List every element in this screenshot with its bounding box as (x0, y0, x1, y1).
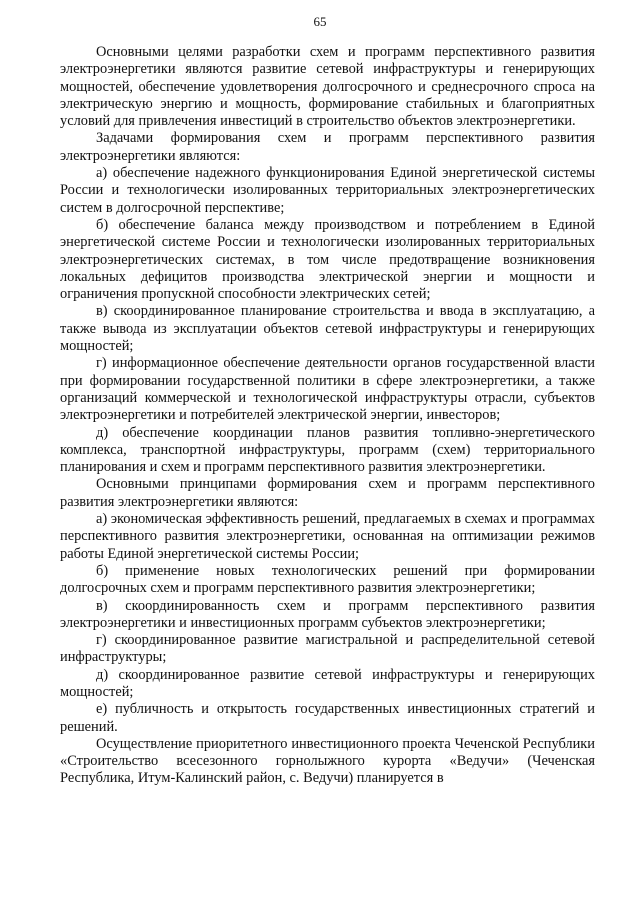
paragraph-task-g: г) информационное обеспечение деятельности органов государственной власти при формировании государственной политики в сфере электроэнергетики, а также организаций коммерческой и технологической инфраструктуры отрасли, субъектов электроэнергетики и потребителей электрической энергии, инвесторов; (60, 355, 595, 424)
paragraph-goals: Основными целями разработки схем и программ перспективного развития электроэнергетики являются развитие сетевой инфраструктуры и генерирующих мощностей, обеспечение удовлетворения долгосрочного и среднесрочного спроса на электрическую энергию и мощность, формирование стабильных и благоприятных условий для привлечения инвестиций в строительство объектов электроэнергетики. (60, 44, 595, 130)
paragraph-principle-v: в) скоординированность схем и программ перспективного развития электроэнергетики и инвестиционных программ субъектов электроэнергетики; (60, 597, 595, 631)
document-body (60, 44, 595, 788)
paragraph-principle-g: г) скоординированное развитие магистральной и распределительной сетевой инфраструктуры; (60, 632, 595, 666)
paragraph-task-v: в) скоординированное планирование строительства и ввода в эксплуатацию, а также вывода из эксплуатации объектов сетевой инфраструктуры и генерирующих мощностей; (60, 303, 595, 355)
paragraph-project: Осуществление приоритетного инвестиционного проекта Чеченской Республики «Строительство всесезонного горнолыжного курорта «Ведучи» (Чеченская Республика, Итум-Калинский район, с. Ведучи) планируется в (60, 735, 595, 787)
paragraph-task-a: а) обеспечение надежного функционирования Единой энергетической системы России и технологически изолированных территориальных электроэнергетических систем в долгосрочной перспективе; (60, 165, 595, 216)
paragraph-tasks-intro: Задачами формирования схем и программ перспективного развития электроэнергетики являются: (60, 130, 595, 164)
paragraph-task-b: б) обеспечение баланса между производством и потреблением в Единой энергетической системе России и технологически изолированных территориальных электроэнергетических системах, в том числе предотвращение возникновения локальных дефицитов производства электрической энергии и мощности и ограничения пропускной способности электрических сетей; (60, 216, 595, 303)
paragraph-principle-a: а) экономическая эффективность решений, предлагаемых в схемах и программах перспективного развития электроэнергетики, основанная на оптимизации режимов работы Единой энергетической системы России; (60, 511, 595, 562)
paragraph-principle-b: б) применение новых технологических решений при формировании долгосрочных схем и программ перспективного развития электроэнергетики; (60, 562, 595, 597)
paragraph-principle-e: е) публичность и открытость государственных инвестиционных стратегий и решений. (60, 701, 595, 735)
paragraph-principles-intro: Основными принципами формирования схем и программ перспективного развития электроэнергетики являются: (60, 476, 595, 510)
paragraph-task-d: д) обеспечение координации планов развития топливно-энергетического комплекса, транспортной инфраструктуры, программ (схем) территориального планирования и схем и программ перспективного развития электроэнергетики. (60, 424, 595, 476)
paragraph-principle-d: д) скоординированное развитие сетевой инфраструктуры и генерирующих мощностей; (60, 666, 595, 700)
page-number: 65 (313, 14, 327, 29)
